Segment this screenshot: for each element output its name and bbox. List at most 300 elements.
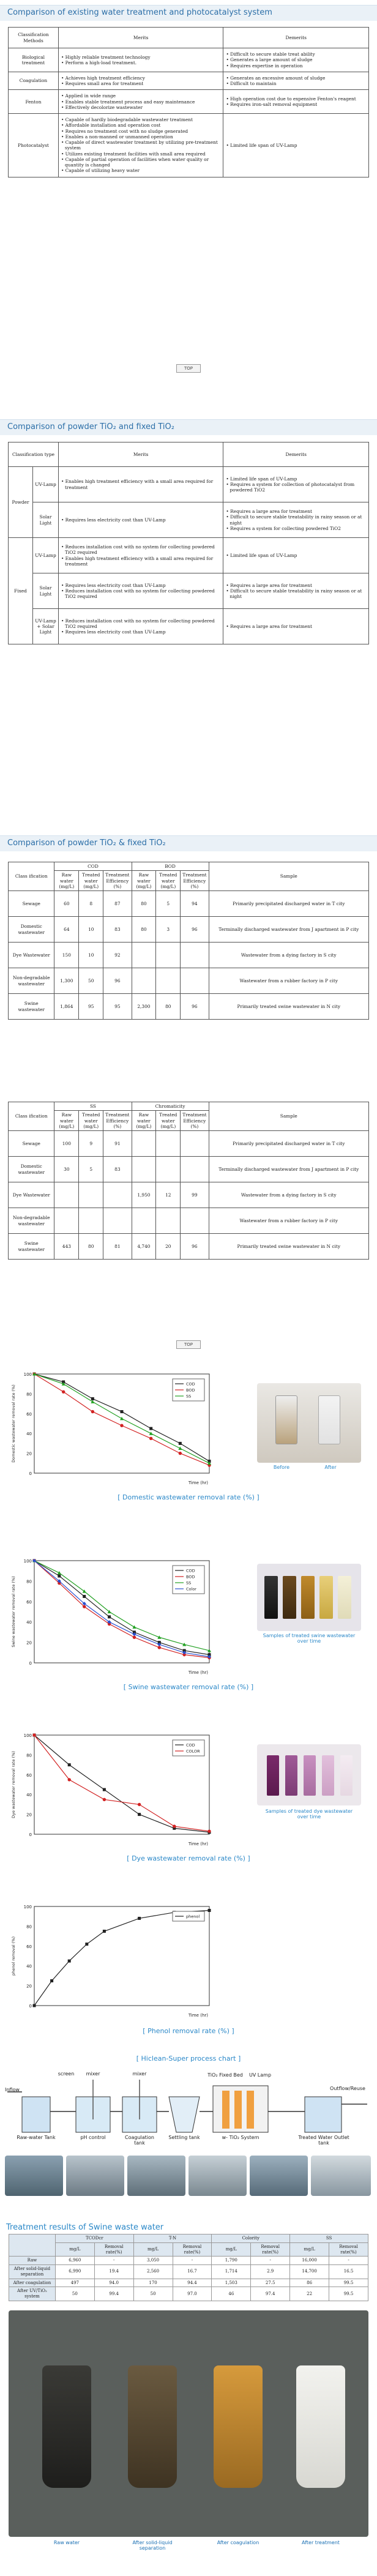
section-header [0, 419, 377, 435]
bullet-item: • Capable of utilizing heavy water [61, 168, 221, 173]
param-header: TCODcr [55, 2234, 133, 2243]
value-cell: 80 [156, 994, 181, 1020]
bullet-item: • Requires a system for collecting powdered TiO2 [226, 526, 366, 531]
y-tick-label: 80 [26, 1753, 32, 1758]
sample-cell: Wastewater from a rubber factory in P city [209, 968, 368, 994]
data-point [121, 1410, 124, 1413]
value-cell: 96 [181, 994, 209, 1020]
y-tick-label: 100 [23, 1733, 32, 1738]
sample-cell: Wastewater from a dying factory in S city [209, 1182, 368, 1208]
section-header [0, 835, 377, 851]
table-row [9, 2265, 368, 2279]
value-cell [156, 1157, 181, 1182]
legend-label: COD [186, 1381, 195, 1387]
value-cell: 50 [55, 2287, 94, 2301]
value-cell: 3,050 [133, 2257, 173, 2265]
data-point [149, 1437, 152, 1440]
value-cell: 99.5 [329, 2279, 368, 2287]
bullet-item: • Requires no treatment cost with no sludge generated [61, 129, 221, 134]
photo-caption-before: Before [273, 1465, 290, 1470]
table-header: Class ification [9, 862, 54, 891]
bullet-item: • Enables stable treatment process and easy maintenance [61, 99, 221, 105]
y-tick-label: 60 [26, 1411, 32, 1417]
sample-cell: Primarily treated swine wastewater in N city [209, 1234, 368, 1260]
sample-cell: Terminally discharged wastewater from J apartment in P city [209, 917, 368, 943]
bullet-item: • Requires iron-salt removal equipment [226, 102, 366, 107]
value-cell: 97.4 [251, 2287, 290, 2301]
data-point [158, 1646, 161, 1649]
table-row [9, 968, 369, 994]
value-cell: 2,560 [133, 2265, 173, 2279]
value-cell: 3 [156, 917, 181, 943]
table-row [9, 72, 369, 90]
bullet-list [223, 573, 369, 609]
value-cell: 4,740 [132, 1234, 156, 1260]
sub-header: Treated water (mg/L) [156, 1111, 181, 1131]
bullet-list [223, 502, 369, 538]
value-cell: 5 [79, 1157, 103, 1182]
param-header: SS [290, 2234, 368, 2243]
legend-label: COD [186, 1568, 195, 1574]
value-cell: 83 [103, 917, 132, 943]
bullet-item: • Reduces installation cost with no system for collecting powdered TiO2 required [61, 544, 220, 556]
section-title: Comparison of powder TiO₂ & fixed TiO₂ [7, 838, 166, 848]
table-header: COD [54, 862, 132, 871]
value-cell [181, 1208, 209, 1234]
data-point [32, 1733, 35, 1736]
sample-cell: Wastewater from a dying factory in S city [209, 943, 368, 968]
data-point [68, 1778, 71, 1781]
process-label-uv-lamp: UV Lamp [248, 2072, 272, 2078]
data-point [207, 1829, 211, 1832]
table-header: Merits [58, 442, 223, 467]
y-tick-label: 80 [26, 1579, 32, 1585]
value-cell: 16,000 [290, 2257, 329, 2265]
bullet-list [58, 609, 223, 644]
sub-header: Raw water (mg/L) [132, 871, 156, 891]
bottom-photos [9, 2310, 368, 2555]
method-cell: Biological treatment [9, 48, 59, 72]
value-cell: 80 [132, 891, 156, 917]
bullet-item: • Difficult to secure stable treatability in rainy season or at night [226, 588, 366, 600]
value-cell [156, 968, 181, 994]
data-point [50, 1979, 53, 1982]
legend-label: phenol [186, 1914, 200, 1919]
data-point [138, 1917, 141, 1920]
bullet-item: • Capable of direct wastewater treatment by utilizing pre-treatment system [61, 140, 221, 151]
chart-caption: [ Domestic wastewater removal rate (%) ] [118, 1493, 259, 1501]
dye-samples-photo [257, 1744, 361, 1805]
table-row [9, 1234, 369, 1260]
legend-label: Color [186, 1586, 196, 1592]
value-cell: 5 [156, 891, 181, 917]
table-row [9, 573, 369, 609]
value-cell: - [251, 2257, 290, 2265]
data-point [103, 1798, 106, 1801]
bullet-item: • Highly reliable treatment technology [61, 54, 221, 60]
bullet-list [58, 90, 223, 114]
data-point [138, 1803, 141, 1806]
method-cell: Fenton [9, 90, 59, 114]
bullet-item: • Reduces installation cost with no system for collecting powdered TiO2 required [61, 618, 220, 630]
value-cell [132, 968, 156, 994]
x-axis-label: Time (hr) [188, 2013, 208, 2018]
bullet-list [223, 90, 369, 114]
process-diagram [5, 2067, 372, 2153]
value-cell: - [329, 2257, 368, 2265]
y-tick-label: 60 [26, 1599, 32, 1605]
value-cell: 9 [79, 1131, 103, 1157]
bullet-item: • Capable of hardly biodegradable wastewater treatment [61, 117, 221, 122]
data-point [108, 1615, 111, 1618]
value-cell: 30 [54, 1157, 79, 1182]
data-point [103, 1788, 106, 1791]
top-button[interactable]: TOP [176, 1340, 201, 1349]
bullet-item: • Enables high treatment efficiency with a small area required for treatment [61, 479, 220, 490]
value-cell: 10 [79, 917, 103, 943]
value-cell [79, 1208, 103, 1234]
bullet-list [223, 609, 369, 644]
value-cell: 100 [54, 1131, 79, 1157]
sub-header: Treated water (mg/L) [156, 871, 181, 891]
data-point [68, 1763, 71, 1766]
data-point [179, 1452, 182, 1455]
row-label: Raw [9, 2257, 56, 2265]
value-cell: 87 [103, 891, 132, 917]
table-row [9, 467, 369, 502]
process-photos [5, 2156, 372, 2198]
table-row [9, 114, 369, 177]
value-cell [132, 943, 156, 968]
bullet-item: • Reduces installation cost with no system for collecting powdered TiO2 required [61, 588, 220, 600]
value-cell: 91 [103, 1131, 132, 1157]
value-cell: 1,300 [54, 968, 79, 994]
table-row [9, 48, 369, 72]
data-point [85, 1943, 88, 1946]
table-header: Class ification [9, 1102, 54, 1131]
table-row [9, 917, 369, 943]
sub-header: mg/L [290, 2242, 329, 2257]
value-cell: 6,990 [55, 2265, 94, 2279]
sub-header: mg/L [212, 2242, 251, 2257]
y-tick-label: 0 [29, 1661, 32, 1666]
section-title: Comparison of existing water treatment and photocatalyst system [7, 8, 272, 17]
sub-header: Treatment Efficiency (%) [103, 871, 132, 891]
table-header: Chromaticity [132, 1102, 209, 1111]
y-tick-label: 100 [23, 1372, 32, 1377]
bullet-item: • Generates an excessive amount of sludge [226, 75, 366, 81]
process-caption: [ Hiclean-Super process chart ] [136, 2055, 241, 2063]
y-tick-label: 20 [26, 1640, 32, 1646]
data-point [120, 1424, 123, 1427]
sub-header: mg/L [133, 2242, 173, 2257]
value-cell: 2,300 [132, 994, 156, 1020]
value-cell: 94 [181, 891, 209, 917]
class-cell: Non-degradable wastewater [9, 968, 54, 994]
data-point [179, 1442, 182, 1445]
value-cell: 497 [55, 2279, 94, 2287]
swine-samples-photo [257, 1564, 361, 1631]
y-tick-label: 0 [29, 2004, 32, 2009]
type-cell: UV-Lamp [32, 467, 58, 502]
sub-header: Raw water (mg/L) [54, 1111, 79, 1131]
bullet-item: • Generates a large amount of sludge [226, 57, 366, 62]
table-row [9, 609, 369, 644]
value-cell: 96 [181, 1234, 209, 1260]
table-header: SS [54, 1102, 132, 1111]
class-cell: Sewage [9, 891, 54, 917]
value-cell: 6,960 [55, 2257, 94, 2265]
type-cell: Solar Light [32, 502, 58, 538]
bullet-item: • Perform a high-load treatment. [61, 60, 221, 65]
x-axis-label: Time (hr) [188, 1842, 208, 1846]
bullet-list [58, 502, 223, 538]
section-title: Comparison of powder TiO₂ and fixed TiO₂ [7, 422, 174, 431]
value-cell: 94.4 [173, 2279, 212, 2287]
value-cell [103, 1182, 132, 1208]
method-cell: Coagulation [9, 72, 59, 90]
value-cell [181, 1131, 209, 1157]
value-cell: 95 [103, 994, 132, 1020]
bullet-item: • Limited life span of UV-Lamp [226, 553, 366, 558]
value-cell [132, 1157, 156, 1182]
bullet-item: • Difficult to secure stable treatability in rainy season or at night [226, 514, 366, 526]
bullet-list [223, 48, 369, 72]
tio2-comparison-table [8, 442, 369, 644]
value-cell: 1,790 [212, 2257, 251, 2265]
data-point [68, 1960, 71, 1963]
class-cell: Swine wastewater [9, 1234, 54, 1260]
swine-results-table [9, 2234, 368, 2301]
sample-cell: Primarily precipitated discharged water in T city [209, 1131, 368, 1157]
y-tick-label: 40 [26, 1620, 32, 1626]
value-cell: 99 [181, 1182, 209, 1208]
param-header: T-N [133, 2234, 212, 2243]
table-row [9, 1131, 369, 1157]
table-row [9, 943, 369, 968]
before-after-photo [257, 1383, 361, 1463]
y-tick-label: 100 [23, 1905, 32, 1910]
bullet-item: • Requires a system for collection of photocatalyst from powdered TiO2 [226, 482, 366, 493]
table-row [9, 2287, 368, 2301]
method-cell: Photocatalyst [9, 114, 59, 177]
value-cell: 19.4 [94, 2265, 133, 2279]
class-cell: Sewage [9, 1131, 54, 1157]
sub-header: Raw water (mg/L) [132, 1111, 156, 1131]
sub-header: Removal rate(%) [94, 2242, 133, 2257]
bullet-item: • Requires expertise in operation [226, 63, 366, 69]
bullet-list [58, 48, 223, 72]
phenol-removal-chart [9, 1900, 217, 2023]
value-cell [181, 943, 209, 968]
bullet-item: • Requires less electricity cost than UV-Lamp [61, 629, 220, 635]
data-point [91, 1397, 94, 1400]
chart-caption: [ Phenol removal rate (%) ] [143, 2027, 234, 2035]
bullet-item: • Affordable installation and operation cost [61, 122, 221, 128]
value-cell: 46 [212, 2287, 251, 2301]
group-cell: Powder [9, 467, 33, 538]
top-button[interactable]: TOP [176, 364, 201, 373]
data-point [83, 1605, 86, 1608]
bullet-item: • Capable of partial operation of facilities when water quality or quantity is changed [61, 157, 221, 168]
value-cell: 96 [181, 917, 209, 943]
data-point [91, 1410, 94, 1413]
bullet-item: • Utilizes existing treatment facilities with small area required [61, 151, 221, 157]
domestic-removal-chart [9, 1368, 217, 1490]
process-label-inflow: Inflow [5, 2087, 20, 2093]
value-cell: 95 [79, 994, 103, 1020]
y-tick-label: 20 [26, 1451, 32, 1457]
bullet-item: • Limited life span of UV-Lamp [226, 143, 366, 148]
data-point [138, 1813, 141, 1816]
value-cell [54, 1208, 79, 1234]
chart-caption: [ Swine wastewater removal rate (%) ] [123, 1683, 254, 1691]
value-cell: 443 [54, 1234, 79, 1260]
existing-treatment-table [8, 27, 369, 177]
type-cell: UV-Lamp + Solar Light [32, 609, 58, 644]
value-cell: 10 [79, 943, 103, 968]
process-label-coag: Coagulation tank [125, 2135, 154, 2146]
y-tick-label: 80 [26, 1392, 32, 1397]
swine-removal-chart [9, 1555, 217, 1680]
value-cell: 1,503 [212, 2279, 251, 2287]
x-axis-label: Time (hr) [188, 1480, 208, 1485]
data-point [208, 1909, 211, 1912]
value-cell: 12 [156, 1182, 181, 1208]
table-row [9, 1182, 369, 1208]
table-header [9, 2234, 56, 2257]
process-label-screen: screen [58, 2071, 75, 2077]
group-cell: Fixed [9, 538, 33, 644]
table-row [9, 538, 369, 573]
y-axis-label: Swine wastewater removal rate (%) [11, 1576, 16, 1648]
process-label-mixer: mixer [86, 2071, 100, 2077]
table-row [9, 1208, 369, 1234]
bullet-list [58, 573, 223, 609]
section-header [6, 2220, 163, 2232]
process-label-outflow: Outflow/Reuse [330, 2086, 365, 2091]
value-cell: 81 [103, 1234, 132, 1260]
y-tick-label: 0 [29, 1832, 32, 1837]
y-tick-label: 40 [26, 1432, 32, 1437]
chart-caption: [ Dye wastewater removal rate (%) ] [127, 1854, 250, 1862]
value-cell: 50 [133, 2287, 173, 2301]
legend-label: COLOR [186, 1749, 200, 1754]
data-point [149, 1427, 152, 1430]
y-axis-label: Dye wastewater removal rate (%) [11, 1751, 16, 1818]
bottom-caption: After solid-liquid separation [132, 2540, 173, 2551]
legend-label: SS [186, 1394, 192, 1399]
bullet-item: • Difficult to maintain [226, 81, 366, 86]
row-label: After coagulation [9, 2279, 56, 2287]
value-cell [181, 1157, 209, 1182]
dye-removal-chart [9, 1729, 217, 1851]
legend-label: COD [186, 1742, 195, 1748]
photo-caption-after: After [324, 1465, 337, 1470]
y-tick-label: 0 [29, 1471, 32, 1476]
bullet-list [223, 72, 369, 90]
type-cell: Solar Light [32, 573, 58, 609]
value-cell: 92 [103, 943, 132, 968]
value-cell: 96 [103, 968, 132, 994]
sample-cell: Primarily precipitated discharged water in T city [209, 891, 368, 917]
value-cell: 1,950 [132, 1182, 156, 1208]
y-tick-label: 100 [23, 1559, 32, 1564]
data-point [62, 1390, 65, 1393]
process-label-mixer: mixer [132, 2071, 147, 2077]
table-header: Demerits [223, 442, 369, 467]
class-cell: Swine wastewater [9, 994, 54, 1020]
photo-caption-swine: Samples of treated swine wastewater over time [263, 1633, 356, 1644]
param-header: Colority [212, 2234, 290, 2243]
y-tick-label: 60 [26, 1944, 32, 1949]
value-cell: 99.5 [329, 2287, 368, 2301]
value-cell: 16.7 [173, 2265, 212, 2279]
legend-label: SS [186, 1580, 192, 1586]
value-cell: 20 [156, 1234, 181, 1260]
bullet-item: • Requires a large area for treatment [226, 624, 366, 629]
value-cell: 80 [79, 1234, 103, 1260]
bottom-caption: Raw water [53, 2540, 80, 2545]
y-tick-label: 20 [26, 1812, 32, 1818]
bullet-item: • Applied in wide range [61, 93, 221, 99]
table-header: Merits [58, 28, 223, 48]
table-row [9, 502, 369, 538]
value-cell [132, 1208, 156, 1234]
value-cell: 1,864 [54, 994, 79, 1020]
bullet-item: • High operation cost due to expensive Fenton's reagent [226, 96, 366, 102]
table-row [9, 891, 369, 917]
type-cell: UV-Lamp [32, 538, 58, 573]
value-cell [103, 1208, 132, 1234]
table-header: Sample [209, 862, 368, 891]
bullet-item: • Requires less electricity cost than UV-Lamp [61, 517, 220, 523]
bullet-item: • Difficult to secure stable treat ability [226, 51, 366, 57]
bullet-item: • Requires less electricity cost than UV-Lamp [61, 583, 220, 588]
value-cell: 1,714 [212, 2265, 251, 2279]
bullet-list [223, 538, 369, 573]
table-row [9, 994, 369, 1020]
bullet-item: • Requires small area for treatment [61, 81, 221, 86]
sub-header: Removal rate(%) [251, 2242, 290, 2257]
sub-header: Treatment Efficiency (%) [181, 1111, 209, 1131]
value-cell: 64 [54, 917, 79, 943]
value-cell: 86 [290, 2279, 329, 2287]
value-cell: 27.5 [251, 2279, 290, 2287]
data-point [83, 1595, 86, 1598]
value-cell: 99.4 [94, 2287, 133, 2301]
sample-cell: Wastewater from a rubber factory in P city [209, 1208, 368, 1234]
value-cell: 50 [79, 968, 103, 994]
value-cell: - [94, 2257, 133, 2265]
bullet-item: • Enables high treatment efficiency with a small area required for treatment [61, 556, 220, 567]
bullet-item: • Effectively decolorize wastewater [61, 105, 221, 110]
value-cell [156, 943, 181, 968]
data-point [173, 1824, 176, 1827]
data-point [133, 1636, 136, 1639]
process-label-ph: pH control [80, 2135, 106, 2140]
table-row [9, 2257, 368, 2265]
table-header: Demerits [223, 28, 369, 48]
sub-header: Raw water (mg/L) [54, 871, 79, 891]
bullet-list [223, 467, 369, 502]
value-cell [79, 1182, 103, 1208]
process-label-outlet: Treated Water Outlet tank [298, 2135, 349, 2146]
bullet-item: • Limited life span of UV-Lamp [226, 476, 366, 482]
bullet-list [58, 72, 223, 90]
value-cell: 16.5 [329, 2265, 368, 2279]
bottom-caption: After coagulation [217, 2540, 259, 2545]
